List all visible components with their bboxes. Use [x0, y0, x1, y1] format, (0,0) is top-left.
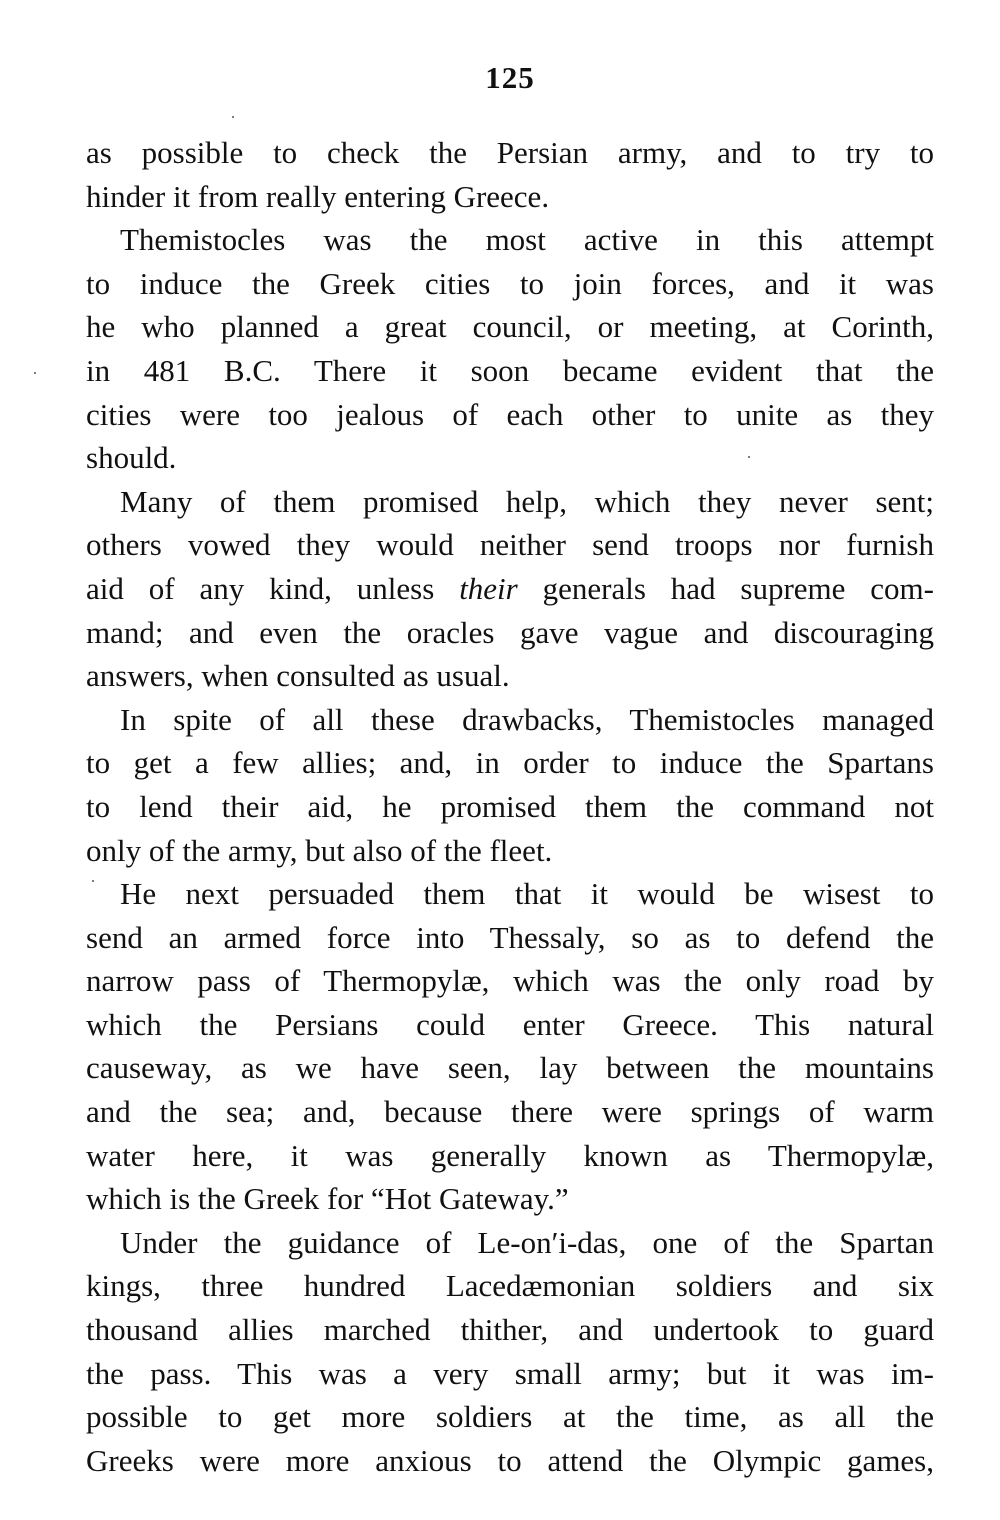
text-line: to get a few allies; and, in order to induce the Spartans	[86, 745, 934, 781]
paragraph-start-line: Themistocles was the most active in this attempt	[120, 222, 934, 258]
scan-speck	[748, 456, 750, 458]
text-line: hinder it from really entering Greece.	[86, 178, 550, 214]
text-line: causeway, as we have seen, lay between the mountains	[86, 1050, 934, 1086]
paragraph-start-line: He next persuaded them that it would be wisest to	[120, 876, 934, 912]
text-line: others vowed they would neither send troops nor furnish	[86, 527, 934, 563]
text-line: the pass. This was a very small army; but it was im-	[86, 1355, 934, 1391]
text-line: should.	[86, 440, 177, 476]
page-number: 125	[485, 60, 535, 95]
text-line: thousand allies marched thither, and undertook to guard	[86, 1312, 934, 1348]
text-line	[86, 567, 934, 611]
text-segment: generals had supreme com-	[517, 570, 934, 606]
text-line: which the Persians could enter Greece. This natural	[86, 1006, 934, 1042]
scan-speck	[34, 372, 36, 374]
text-segment: aid of any kind, unless	[86, 570, 460, 606]
text-line: to lend their aid, he promised them the command not	[86, 788, 934, 824]
text-line: only of the army, but also of the fleet.	[86, 832, 553, 868]
body-text	[86, 131, 934, 1482]
text-line: in 481 B.C. There it soon became evident that the	[86, 352, 934, 388]
text-line: cities were too jealous of each other to unite as they	[86, 396, 934, 432]
text-line: Greeks were more anxious to attend the Olympic games,	[86, 1442, 934, 1478]
paragraph-start-line: In spite of all these drawbacks, Themistocles managed	[120, 701, 934, 737]
text-line: mand; and even the oracles gave vague and discouraging	[86, 614, 934, 650]
text-line: which is the Greek for “Hot Gateway.”	[86, 1181, 569, 1217]
text-line: kings, three hundred Lacedæmonian soldiers and six	[86, 1268, 934, 1304]
text-line: to induce the Greek cities to join forces, and it was	[86, 265, 934, 301]
text-line: send an armed force into Thessaly, so as to defend the	[86, 919, 934, 955]
paragraph-start-line: Under the guidance of Le-on′i-das, one of the Spartan	[120, 1224, 934, 1260]
scan-speck	[92, 880, 94, 882]
text-line: as possible to check the Persian army, and to try to	[86, 135, 934, 170]
text-line: and the sea; and, because there were springs of warm	[86, 1094, 934, 1130]
text-line: answers, when consulted as usual.	[86, 658, 510, 694]
text-line: water here, it was generally known as Thermopylæ,	[86, 1137, 934, 1173]
italic-word: their	[459, 570, 518, 606]
text-line: he who planned a great council, or meeting, at Corinth,	[86, 309, 934, 345]
text-line: narrow pass of Thermopylæ, which was the only road by	[86, 963, 934, 999]
scan-speck	[232, 116, 234, 118]
text-line: possible to get more soldiers at the time, as all the	[86, 1399, 934, 1435]
paragraph-start-line: Many of them promised help, which they never sent;	[120, 483, 934, 519]
